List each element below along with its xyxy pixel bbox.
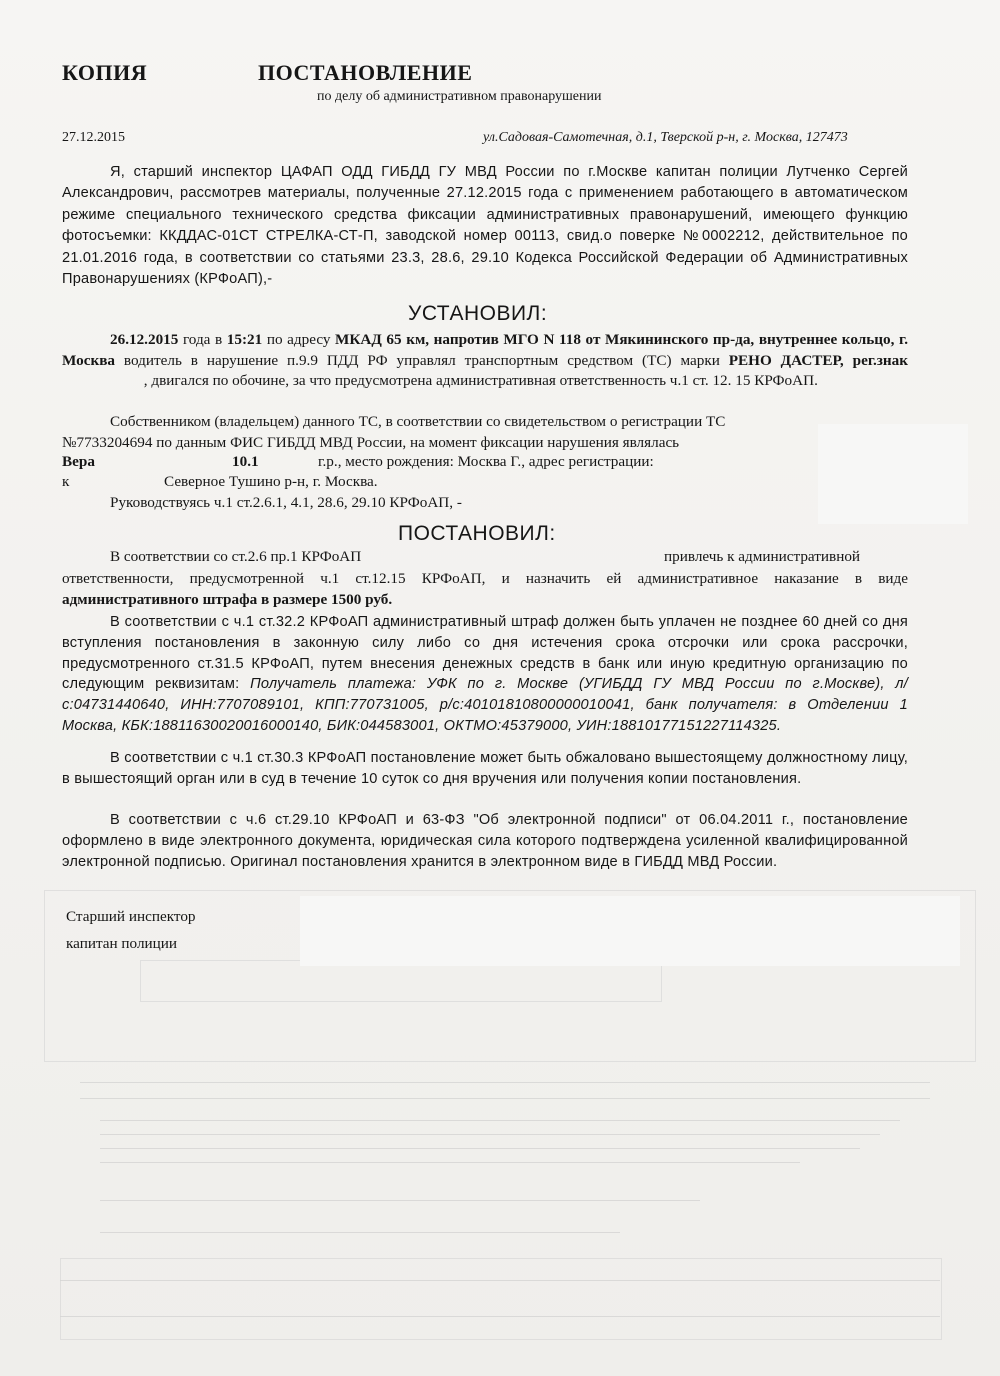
offense-date: 26.12.2015 xyxy=(110,331,179,348)
offense-time: 15:21 xyxy=(226,331,263,348)
text-span: В соответствии с ч.1 ст.32.2 КРФоАП административный штраф должен быть уплачен не позднее 60 дней со дня вступления постановления в законную силу либо со дня истечения срока отсрочки или срока рассрочки, предусмотренного ст.31.5 КРФоАП, путем внесения денежных средств в банк или иную кредитную организацию по следующим реквизитам: xyxy=(62,614,908,693)
intro-paragraph: Я, старший инспектор ЦАФАП ОДД ГИБДД ГУ МВД России по г.Москве капитан полиции Лутченко Сергей Александрович, рассмотрев материалы, полученные 27.12.2015 года с применением работающего в автоматическом режиме специального технического средства фиксации административных правонарушений, имеющего функцию фотосъемки: ККДДАС-01СТ СТРЕЛКА-СТ-П, заводской номер 00113, свид.о поверке №0002212, действительное по 21.01.2016 года, в соответствии со статьями 23.3, 28.6, 29.10 Кодекса Российской Федерации об Административных Правонарушениях (КРФоАП),- xyxy=(62,164,908,288)
signer-position: Старший инспектор xyxy=(66,908,196,925)
owner-name: Вера xyxy=(62,453,95,470)
copy-stamp: КОПИЯ xyxy=(62,60,148,85)
ghost-line xyxy=(100,1120,900,1121)
offense-place: МКАД 65 км, напротив МГО N 118 от Мякининского пр-да, внутреннее кольцо, г. Москва xyxy=(62,331,908,369)
document-date: 27.12.2015 xyxy=(62,130,125,145)
redaction xyxy=(300,896,960,966)
ghost-line xyxy=(100,1200,700,1201)
text-span: года в xyxy=(178,331,227,348)
ghost-line xyxy=(100,1162,800,1163)
ghost-line xyxy=(100,1148,860,1149)
resolution-paragraph xyxy=(62,569,908,610)
payment-paragraph xyxy=(62,612,908,737)
guided-by-clause: Руководствуясь ч.1 ст.2.6.1, 4.1, 28.6, 29.10 КРФоАП, - xyxy=(110,494,462,511)
ghost-frame-inner xyxy=(140,960,662,1002)
text-span: ответственности, предусмотренной ч.1 ст.12.15 КРФоАП, и назначить ей административное наказание в виде xyxy=(62,570,908,587)
text-span: по адресу xyxy=(262,331,336,348)
owner-paragraph: Собственником (владельцем) данного ТС, в соответствии со свидетельством о регистрации ТС №7733204694 по данным ФИС ГИБДД МВД России, на момент фиксации нарушения являлась xyxy=(62,413,726,451)
vehicle-model: РЕНО ДАСТЕР, рег.знак xyxy=(728,351,908,369)
offense-paragraph xyxy=(62,330,908,392)
signer-rank: капитан полиции xyxy=(66,935,178,952)
payment-details: Получатель платежа: УФК по г. Москве (УГИБДД ГУ МВД России по г.Москве), л/с:04731440640, ИНН:7707089101, КПП:770731005, р/с:40101810800000010041, банк получателя: в Отделении 1 Москва, КБК:18811630020016000140, БИК:044583001, ОКТМО:45379000, УИН:18810177151227114325. xyxy=(62,676,908,734)
established-heading: УСТАНОВИЛ: xyxy=(408,302,548,325)
ghost-line xyxy=(80,1098,930,1099)
issuer-address: ул.Садовая-Самотечная, д.1, Тверской р-н, г. Москва, 127473 xyxy=(483,130,848,145)
owner-birthdate: 10.1 xyxy=(232,453,259,470)
appeal-paragraph: В соответствии с ч.1 ст.30.3 КРФоАП постановление может быть обжаловано вышестоящему должностному лицу, в вышестоящий орган или в суд в течение 10 суток со дня вручения или получения копии постановления. xyxy=(62,750,908,787)
text-span: , двигался по обочине, за что предусмотрена административная ответственность ч.1 ст. 12. 15 КРФоАП. xyxy=(140,372,818,390)
e-signature-paragraph: В соответствии с ч.6 ст.29.10 КРФоАП и 63-ФЗ "Об электронной подписи" от 06.04.2011 г., постановление оформлено в виде электронного документа, юридическая сила которого подтверждена усиленной квалифицированной электронной подписью. Оригинал постановления хранится в электронном виде в ГИБДД МВД России. xyxy=(62,812,908,870)
resolution-mid: привлечь к административной xyxy=(664,548,861,565)
document-title: ПОСТАНОВЛЕНИЕ xyxy=(258,60,473,85)
document-subtitle: по делу об административном правонарушении xyxy=(317,89,602,104)
ghost-line xyxy=(80,1082,930,1083)
ghost-line xyxy=(100,1134,880,1135)
fine-amount: административного штрафа в размере 1500 руб. xyxy=(62,590,393,608)
ghost-frame xyxy=(60,1258,942,1340)
redaction xyxy=(818,424,968,524)
owner-address-prefix: к xyxy=(62,473,70,490)
text-span: водитель в нарушение п.9.9 ПДД РФ управлял транспортным средством (ТС) марки xyxy=(115,351,729,369)
resolution-start: В соответствии со ст.2.6 пр.1 КРФоАП xyxy=(110,548,362,565)
owner-address: Северное Тушино р-н, г. Москва. xyxy=(164,473,378,490)
ghost-line xyxy=(100,1232,620,1233)
resolved-heading: ПОСТАНОВИЛ: xyxy=(398,522,556,545)
owner-birth-details: г.р., место рождения: Москва Г., адрес регистрации: xyxy=(318,453,654,470)
